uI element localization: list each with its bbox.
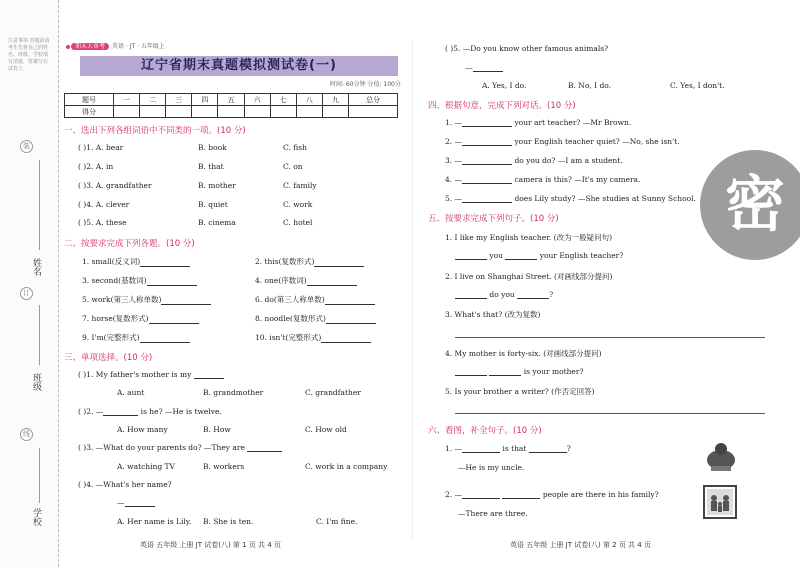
score-header-cell: 总分 bbox=[348, 94, 397, 106]
question-item bbox=[445, 490, 659, 499]
option-a: A. How many bbox=[117, 425, 168, 434]
question-text: your art teacher? —Mr Brown. bbox=[514, 118, 632, 127]
question-text: is that bbox=[502, 444, 527, 453]
option-b: B. that bbox=[198, 162, 224, 171]
answer-blank[interactable] bbox=[321, 342, 371, 343]
score-header-row bbox=[65, 94, 398, 106]
name-line bbox=[39, 160, 40, 250]
question-item bbox=[82, 313, 199, 324]
answer-blank[interactable] bbox=[455, 298, 487, 299]
answer-blank[interactable] bbox=[505, 259, 537, 260]
score-cell[interactable] bbox=[218, 106, 244, 118]
answer-blank[interactable] bbox=[103, 415, 138, 416]
question-text: camera is this? —It's my camera. bbox=[514, 175, 641, 184]
score-table bbox=[64, 93, 398, 118]
answer-blank[interactable] bbox=[314, 266, 364, 267]
family-photo-picture bbox=[702, 484, 738, 520]
uncle-picture bbox=[705, 440, 737, 472]
question-item: 2. I live on Shanghai Street. (对画线部分提问) bbox=[445, 272, 613, 281]
question-item bbox=[255, 275, 357, 286]
option-b: B. grandmother bbox=[203, 388, 264, 397]
answer-blank[interactable] bbox=[462, 498, 500, 499]
answer-text: is your mother? bbox=[523, 367, 584, 376]
question-text: 4. one(序数词) bbox=[255, 276, 307, 285]
question-item bbox=[445, 175, 640, 184]
score-header-cell: 题号 bbox=[65, 94, 114, 106]
option-b: B. book bbox=[198, 143, 227, 152]
answer-blank[interactable] bbox=[455, 259, 487, 260]
option-c: C. Yes, I don't. bbox=[670, 81, 725, 90]
question-text: 2. — bbox=[445, 137, 463, 146]
question-item: ( )1. A. bear bbox=[78, 143, 124, 152]
option-a: A. aunt bbox=[117, 388, 145, 397]
binding-hole: 装 bbox=[20, 140, 33, 153]
series-label bbox=[66, 41, 165, 50]
score-header-cell: 三 bbox=[166, 94, 192, 106]
score-cell[interactable] bbox=[113, 106, 139, 118]
binding-hole: 订 bbox=[20, 287, 33, 300]
question-text: 5. — bbox=[445, 194, 463, 203]
option-b: B. mother bbox=[198, 181, 236, 190]
answer-text: —There are three. bbox=[458, 509, 528, 518]
score-cell[interactable] bbox=[348, 106, 397, 118]
answer-blank[interactable] bbox=[473, 71, 503, 72]
answer-line bbox=[465, 63, 503, 72]
question-text: is he? —He is twelve. bbox=[140, 407, 222, 416]
option-c: C. grandfather bbox=[305, 388, 361, 397]
question-item: 1. I like my English teacher. (改为一般疑问句) bbox=[445, 233, 613, 242]
answer-text: do you bbox=[489, 290, 515, 299]
name-label: 姓名 bbox=[31, 258, 41, 276]
score-header-cell: 六 bbox=[244, 94, 270, 106]
score-header-cell: 四 bbox=[192, 94, 218, 106]
series-info: 英语 · JT · 五年级上 bbox=[112, 43, 165, 50]
question-text: 9. I'm(完整形式) bbox=[82, 333, 140, 342]
question-item bbox=[78, 370, 224, 379]
answer-blank[interactable] bbox=[125, 506, 155, 507]
answer-line bbox=[455, 290, 553, 299]
answer-blank[interactable] bbox=[517, 298, 549, 299]
question-item bbox=[255, 332, 371, 343]
answer-text: your English teacher? bbox=[539, 251, 624, 260]
question-text: 6. do(第三人称单数) bbox=[255, 295, 325, 304]
score-cell[interactable] bbox=[270, 106, 296, 118]
question-item bbox=[255, 294, 375, 305]
answer-line bbox=[455, 367, 583, 376]
series-tag: 期末大备考 bbox=[71, 43, 109, 50]
answer-blank[interactable] bbox=[462, 452, 500, 453]
notice-text: 注意事项 答题前请考生先将自己的姓名、班级、学校填写清楚，答案写在试卷上。 bbox=[8, 38, 50, 72]
answer-blank[interactable] bbox=[140, 342, 190, 343]
answer-blank[interactable] bbox=[307, 285, 357, 286]
question-item bbox=[78, 443, 282, 452]
question-item bbox=[82, 275, 197, 286]
option-a: A. Yes, I do. bbox=[482, 81, 527, 90]
question-text: 2. — bbox=[445, 490, 463, 499]
score-cell[interactable] bbox=[192, 106, 218, 118]
question-item bbox=[82, 332, 190, 343]
class-line bbox=[39, 305, 40, 365]
answer-blank[interactable] bbox=[326, 323, 376, 324]
option-c: C. How old bbox=[305, 425, 347, 434]
option-b: B. quiet bbox=[198, 200, 228, 209]
question-item: ( )4. —What's her name? bbox=[78, 480, 172, 489]
answer-blank[interactable] bbox=[140, 266, 190, 267]
question-text: ( )3. —What do your parents do? —They are bbox=[78, 443, 245, 452]
answer-text: you bbox=[489, 251, 503, 260]
question-text: 1. small(反义词) bbox=[82, 257, 141, 266]
section-title: 五、按要求完成下列句子。(10 分) bbox=[428, 214, 559, 224]
score-cell[interactable] bbox=[322, 106, 348, 118]
answer-text: ? bbox=[549, 290, 554, 299]
question-item: 4. My mother is forty-six. (对画线部分提问) bbox=[445, 349, 602, 358]
answer-line[interactable] bbox=[455, 413, 765, 414]
option-b: B. workers bbox=[203, 462, 245, 471]
exam-title: 辽宁省期末真题模拟测试卷(一) bbox=[80, 56, 398, 76]
score-row bbox=[65, 106, 398, 118]
option-b: B. How bbox=[203, 425, 231, 434]
question-text: 5. work(第三人称单数) bbox=[82, 295, 162, 304]
option-c: C. family bbox=[283, 181, 317, 190]
binding-margin bbox=[0, 0, 59, 567]
question-text: people are there in his family? bbox=[542, 490, 659, 499]
question-text: 2. this(复数形式) bbox=[255, 257, 315, 266]
question-text: 3. second(基数词) bbox=[82, 276, 147, 285]
binding-hole: 线 bbox=[20, 428, 33, 441]
answer-line[interactable] bbox=[455, 337, 765, 338]
question-text: ( )1. My father's mother is my bbox=[78, 370, 192, 379]
question-item bbox=[445, 194, 696, 203]
answer-blank[interactable] bbox=[462, 145, 512, 146]
question-item bbox=[255, 313, 376, 324]
question-item: ( )4. A. clever bbox=[78, 200, 130, 209]
answer-line bbox=[455, 251, 623, 260]
score-cell[interactable] bbox=[166, 106, 192, 118]
question-item bbox=[445, 156, 623, 165]
score-header-cell: 九 bbox=[322, 94, 348, 106]
answer-blank[interactable] bbox=[455, 375, 487, 376]
answer-text: —He is my uncle. bbox=[458, 463, 525, 472]
score-header-cell: 八 bbox=[296, 94, 322, 106]
page-footer: 英语 五年级 上册 JT 试卷(八) 第 2 页 共 4 页 bbox=[510, 541, 651, 549]
section-title: 六、看图，补全句子。(10 分) bbox=[428, 426, 542, 436]
answer-blank[interactable] bbox=[149, 323, 199, 324]
score-header-cell: 五 bbox=[218, 94, 244, 106]
page-footer: 英语 五年级 上册 JT 试卷(八) 第 1 页 共 4 页 bbox=[140, 541, 281, 549]
confidential-stamp: 密 bbox=[700, 150, 800, 260]
answer-blank[interactable] bbox=[462, 126, 512, 127]
question-item bbox=[445, 444, 571, 453]
question-item bbox=[255, 256, 364, 267]
answer-blank[interactable] bbox=[194, 378, 224, 379]
question-item: ( )5. —Do you know other famous animals? bbox=[445, 44, 609, 53]
dash: — bbox=[117, 498, 125, 507]
section-title: 二、按要求完成下列各题。(10 分) bbox=[64, 239, 195, 249]
score-header-cell: 七 bbox=[270, 94, 296, 106]
section-title: 三、单项选择。(10 分) bbox=[64, 353, 153, 363]
score-cell[interactable] bbox=[244, 106, 270, 118]
answer-blank[interactable] bbox=[462, 202, 512, 203]
option-c: C. on bbox=[283, 162, 303, 171]
score-cell[interactable] bbox=[140, 106, 166, 118]
question-text: 1. — bbox=[445, 118, 463, 127]
school-label: 学校 bbox=[31, 508, 41, 526]
question-item: ( )5. A. these bbox=[78, 218, 127, 227]
dot-icon bbox=[66, 45, 70, 49]
question-text: your English teacher quiet? —No, she isn't. bbox=[514, 137, 680, 146]
score-row-label: 得分 bbox=[65, 106, 114, 118]
question-text: 4. — bbox=[445, 175, 463, 184]
question-item bbox=[445, 118, 631, 127]
option-b: B. She is ten. bbox=[203, 517, 254, 526]
option-c: C. work in a company bbox=[305, 462, 388, 471]
question-item: ( )3. A. grandfather bbox=[78, 181, 152, 190]
option-a: A. watching TV bbox=[117, 462, 175, 471]
score-cell[interactable] bbox=[296, 106, 322, 118]
option-c: C. I'm fine. bbox=[316, 517, 358, 526]
question-text: do you do? —I am a student. bbox=[514, 156, 623, 165]
question-item bbox=[82, 294, 211, 305]
answer-blank[interactable] bbox=[247, 451, 282, 452]
option-c: C. work bbox=[283, 200, 313, 209]
answer-blank[interactable] bbox=[529, 452, 567, 453]
question-item bbox=[445, 137, 680, 146]
option-b: B. No, I do. bbox=[568, 81, 612, 90]
class-label: 班级 bbox=[31, 373, 41, 391]
answer-blank[interactable] bbox=[489, 375, 521, 376]
dash: — bbox=[465, 63, 473, 72]
section-title: 四、根据句意，完成下列对话。(10 分) bbox=[428, 101, 576, 111]
question-text: ? bbox=[566, 444, 571, 453]
school-line bbox=[39, 448, 40, 503]
question-item bbox=[78, 407, 222, 416]
answer-blank[interactable] bbox=[462, 164, 512, 165]
answer-blank[interactable] bbox=[325, 304, 375, 305]
question-item: 3. What's that? (改为复数) bbox=[445, 310, 541, 319]
answer-line bbox=[117, 498, 155, 507]
question-text: 8. noodle(复数形式) bbox=[255, 314, 326, 323]
question-text: does Lily study? —She studies at Sunny School. bbox=[514, 194, 696, 203]
page-divider bbox=[412, 40, 413, 540]
option-a: A. Her name is Lily. bbox=[117, 517, 192, 526]
question-text: 3. — bbox=[445, 156, 463, 165]
question-text: 10. isn't(完整形式) bbox=[255, 333, 322, 342]
question-item: ( )2. A. in bbox=[78, 162, 114, 171]
section-title: 一、选出下列各组词语中不同类的一项。(10 分) bbox=[64, 126, 246, 136]
question-item bbox=[82, 256, 190, 267]
answer-blank[interactable] bbox=[462, 183, 512, 184]
question-text: 7. horse(复数形式) bbox=[82, 314, 149, 323]
question-text: 1. — bbox=[445, 444, 463, 453]
answer-blank[interactable] bbox=[502, 498, 540, 499]
option-c: C. fish bbox=[283, 143, 307, 152]
answer-blank[interactable] bbox=[161, 304, 211, 305]
option-c: C. hotel bbox=[283, 218, 313, 227]
score-header-cell: 一 bbox=[113, 94, 139, 106]
question-text: ( )2. — bbox=[78, 407, 104, 416]
score-header-cell: 二 bbox=[140, 94, 166, 106]
answer-blank[interactable] bbox=[147, 285, 197, 286]
option-b: B. cinema bbox=[198, 218, 236, 227]
question-item: 5. Is your brother a writer? (作否定回答) bbox=[445, 387, 595, 396]
exam-meta: 时间: 60分钟 分值: 100分 bbox=[330, 81, 401, 88]
